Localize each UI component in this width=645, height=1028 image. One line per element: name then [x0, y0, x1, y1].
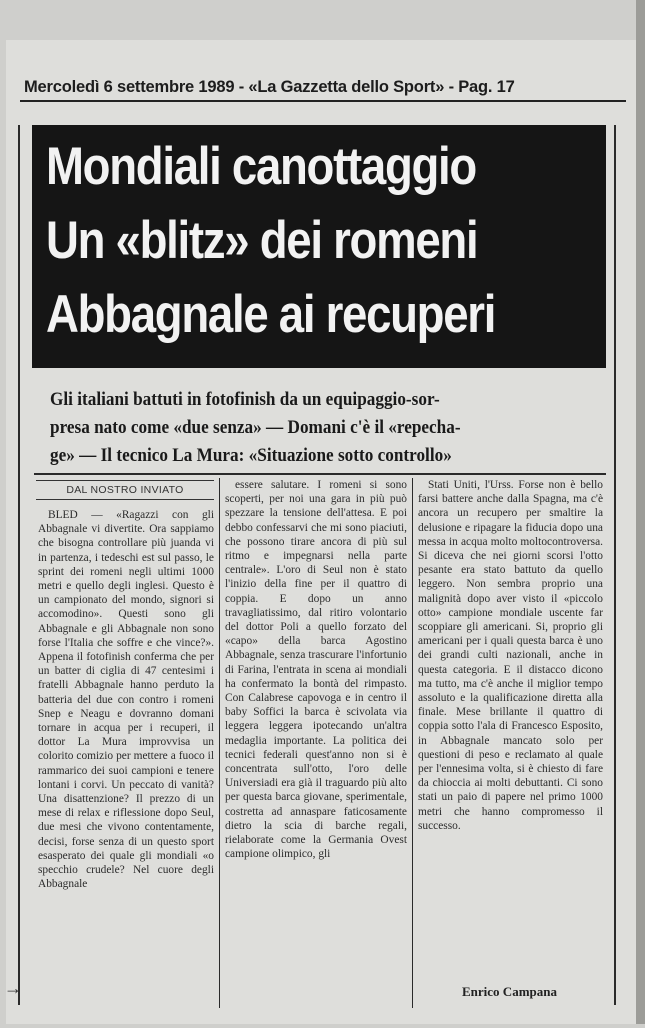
subhead-divider [34, 473, 606, 475]
column-2-text: essere salutare. I romeni si sono scoperti, per noi una gara in più può spezzare la tensione dell'attesa. E poi debbo confessarvi che mi sono piaciuti, che possono tirare ancora di più sul ritmo e impegnarsi nella parte centrale». L'oro di Seul non è stato l'inizio della fine per il quattro di coppia. E dopo un anno travagliatissimo, dal ritiro volontario del dottor Poli a quello forzato del «capo» della barca Agostino Abbagnale, senza trascurare l'infortunio di Farina, l'entrata in scena ai mondiali ha confermato la bontà del rimpasto. Con Calabrese capovoga e in centro il baby Soffici la barca è scivolata via leggera leggera ipotecando un'altra medaglia importante. La politica dei tecnici federali quest'anno non si è concentrata sull'otto, l'oro delle Universiadi era già il traguardo più alto per questa barca giovane, sperimentale, costretta ad annaspare faticosamente dietro la scia di barche regali, rielaborate come la Germania Ovest campione olimpico, gli [225, 479, 407, 861]
column-divider-2 [412, 478, 413, 1008]
column-divider-1 [219, 478, 220, 1008]
byline: DAL NOSTRO INVIATO [36, 480, 214, 500]
column-3-text: Stati Uniti, l'Urss. Forse non è bello farsi battere anche dalla Spagna, ma c'è ancora un recupero per smaltire la delusione e ripagare la fiducia dopo una messa in acqua molto moltocontroversa. Si diceva che nei giorni scorsi l'otto pesante era stato battuto da quello leggero. Non sembra proprio una malignità dopo aver visto il «piccolo otto» campione mondiale uscente far scoppiare gli americani. Si, proprio gli americani per i quali questa barca è uno dei grandi culti nazionali, anche in questa categoria. E il distacco dicono ma tutto, ma c'è anche il miglior tempo assoluto e la qualificazione diretta alla finale. Mese brillante il quattro di coppia sotto l'ala di Francesco Esposito, in Abbagnale mancato solo per questioni di peso e reclamato al quale per l'ennesima volta, si è chiesto di fare da chioccia ai molti debuttanti. Ci sono stati un paio di papere nel primo 1000 metri che hanno compromesso il successo. [418, 479, 603, 832]
subhead-line-2: presa nato come «due senza» — Domani c'è il «repecha- [50, 417, 461, 438]
continuation-arrow-icon: → [4, 978, 22, 998]
column-1-text: BLED — «Ragazzi con gli Abbagnale vi divertite. Ora sappiamo che bisogna controllare più juanda vi in partenza, i tedeschi est sul passo, le sprint dei romeni negli ultimi 1000 metri e quello degli inglesi. Questo è un campionato del mondo, signori si accomodino». Questi sono gli Abbagnale e gli Abbagnale non sono forse l'Italia che soffre e che vince?». Appena il fotofinish conferma che per un batter di ciglia di 47 centesimi i fratelli Abbagnale hanno perduto la batteria del due con contro i romeni Snep e Neagu e dovranno domani tornare in acqua per i recuperi, il dottor La Mura improvvisa un colorito comizio per mettere a fuoco il rammarico dei suoi campioni e tenere lontani i corvi. Un peccato di vanità? Una disattenzione? Il prezzo di un mese di relax e riflessione dopo Seul, due mesi che vivono contentamente, decisi, forse senza di un questo sport esasperato dei quale gli mondiali «o specchio crudele? Nel cuore degli Abbagnale [38, 509, 214, 891]
subhead-line-3: ge» — Il tecnico La Mura: «Situazione sotto controllo» [50, 445, 452, 466]
header-rule [20, 100, 626, 102]
article-column-3 [418, 478, 603, 978]
headline-line-2: Un «blitz» dei romeni [46, 211, 478, 270]
headline-line-3: Abbagnale ai recuperi [46, 285, 496, 344]
background-strip [636, 0, 645, 1024]
page-header: Mercoledì 6 settembre 1989 - «La Gazzetta dello Sport» - Pag. 17 [24, 78, 515, 96]
author-signature: Enrico Campana [462, 984, 557, 999]
article-column-1 [38, 508, 214, 1028]
article-column-2 [225, 478, 407, 998]
headline-box [32, 125, 606, 368]
right-frame-line [614, 125, 616, 1005]
subhead-line-1: Gli italiani battuti in fotofinish da un equipaggio-sor- [50, 389, 440, 410]
headline-line-1: Mondiali canottaggio [46, 137, 476, 196]
left-frame-line [18, 125, 20, 1005]
